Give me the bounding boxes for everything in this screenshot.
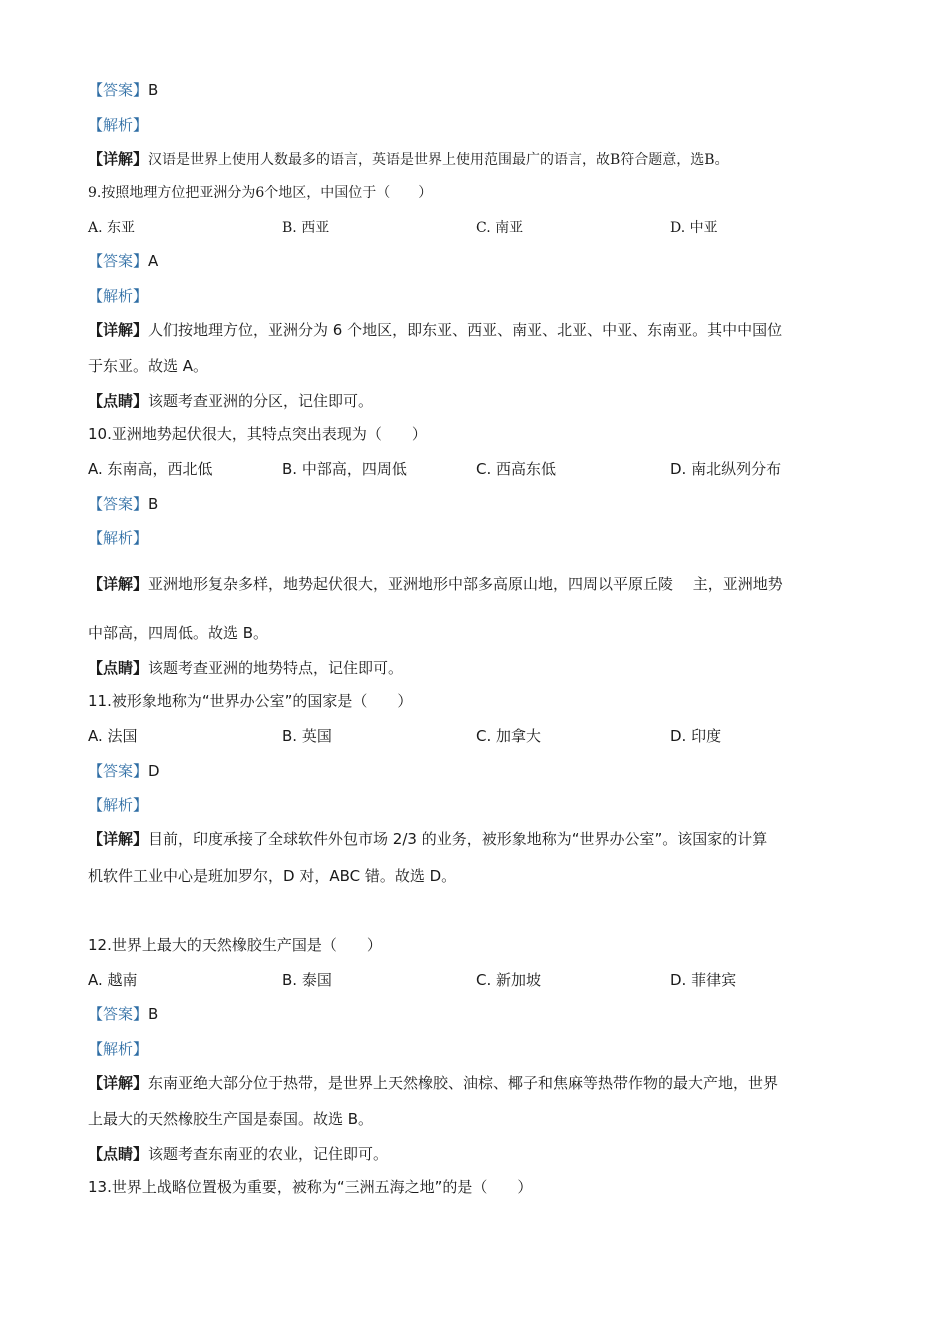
q10-stem: 10.亚洲地势起伏很大，其特点突出表现为（ ） [88, 425, 427, 443]
q10-detail-1: 亚洲地形复杂多样，地势起伏很大，亚洲地形中部多高原山地，四周以平原丘陵 主，亚洲地势 [148, 575, 783, 593]
point-tag: 【点睛】 [88, 659, 149, 677]
q11-answer: D [148, 762, 160, 780]
q12-detail-1: 东南亚绝大部分位于热带，是世界上天然橡胶、油棕、椰子和焦麻等热带作物的最大产地，世界 [148, 1074, 779, 1092]
answer-tag: 【答案】 [88, 762, 149, 780]
q9-option-a: A. 东亚 [88, 220, 136, 236]
q12-detail-line-1 [88, 1073, 778, 1093]
q10-option-d: D. 南北纵列分布 [670, 460, 782, 478]
q9-detail-line-2: 于东亚。故选 A。 [88, 357, 209, 375]
q8-answer-line [88, 80, 158, 100]
q11-detail-1: 目前，印度承接了全球软件外包市场 2/3 的业务，被形象地称为“世界办公室”。该国家的计算 [148, 830, 768, 848]
q12-answer: B [148, 1005, 159, 1023]
q12-stem: 12.世界上最大的天然橡胶生产国是（ ） [88, 936, 382, 954]
q12-option-a: A. 越南 [88, 971, 138, 989]
q10-option-c: C. 西高东低 [476, 460, 557, 478]
q12-point: 该题考查东南亚的农业，记住即可。 [148, 1145, 389, 1163]
analysis-tag: 【解析】 [88, 796, 149, 814]
analysis-tag: 【解析】 [88, 287, 149, 305]
q8-detail-line [88, 149, 729, 170]
detail-tag: 【详解】 [88, 830, 149, 848]
q13-stem: 13.世界上战略位置极为重要，被称为“三洲五海之地”的是（ ） [88, 1178, 533, 1196]
q9-stem: 9.按照地理方位把亚洲分为6个地区，中国位于（ ） [88, 185, 433, 201]
q9-analysis-line [88, 286, 148, 306]
q10-detail-line-1 [88, 574, 783, 594]
q10-detail-line-2: 中部高，四周低。故选 B。 [88, 624, 269, 642]
q9-answer: A [148, 252, 159, 270]
q10-point-line [88, 658, 403, 678]
q11-answer-line [88, 761, 160, 781]
q12-option-c: C. 新加坡 [476, 971, 542, 989]
q9-point: 该题考查亚洲的分区，记住即可。 [148, 392, 374, 410]
q10-analysis-line [88, 528, 148, 548]
q9-detail-line-1 [88, 320, 782, 340]
q11-detail-line-1 [88, 829, 767, 849]
detail-tag: 【详解】 [88, 575, 149, 593]
q12-analysis-line [88, 1039, 148, 1059]
q11-option-b: B. 英国 [282, 727, 332, 745]
q10-answer: B [148, 495, 159, 513]
q11-stem: 11.被形象地称为“世界办公室”的国家是（ ） [88, 692, 413, 710]
q9-point-line [88, 391, 373, 411]
point-tag: 【点睛】 [88, 1145, 149, 1163]
q12-detail-line-2: 上最大的天然橡胶生产国是泰国。故选 B。 [88, 1110, 374, 1128]
q9-answer-line [88, 251, 158, 271]
answer-tag: 【答案】 [88, 81, 149, 99]
detail-tag: 【详解】 [88, 150, 149, 168]
q11-option-d: D. 印度 [670, 727, 722, 745]
q12-point-line [88, 1144, 388, 1164]
q8-answer: B [148, 81, 159, 99]
detail-tag: 【详解】 [88, 1074, 149, 1092]
q11-analysis-line [88, 795, 148, 815]
q8-analysis-line [88, 115, 148, 135]
q9-detail-1: 人们按地理方位，亚洲分为 6 个地区，即东亚、西亚、南亚、北亚、中亚、东南亚。其中中国位 [148, 321, 783, 339]
point-tag: 【点睛】 [88, 392, 149, 410]
q12-option-b: B. 泰国 [282, 971, 332, 989]
detail-tag: 【详解】 [88, 321, 149, 339]
analysis-tag: 【解析】 [88, 529, 149, 547]
q9-option-d: D. 中亚 [670, 220, 718, 236]
q9-option-b: B. 西亚 [282, 220, 330, 236]
answer-tag: 【答案】 [88, 495, 149, 513]
q11-option-c: C. 加拿大 [476, 727, 542, 745]
answer-tag: 【答案】 [88, 1005, 149, 1023]
q9-option-c: C. 南亚 [476, 220, 524, 236]
q12-answer-line [88, 1004, 158, 1024]
q12-option-d: D. 菲律宾 [670, 971, 737, 989]
q11-detail-line-2: 机软件工业中心是班加罗尔，D 对，ABC 错。故选 D。 [88, 867, 457, 885]
q10-option-b: B. 中部高，四周低 [282, 460, 407, 478]
q10-point: 该题考查亚洲的地势特点，记住即可。 [148, 659, 404, 677]
q10-option-a: A. 东南高，西北低 [88, 460, 213, 478]
analysis-tag: 【解析】 [88, 1040, 149, 1058]
answer-tag: 【答案】 [88, 252, 149, 270]
q8-detail: 汉语是世界上使用人数最多的语言，英语是世界上使用范围最广的语言，故B符合题意，选B。 [148, 152, 729, 168]
analysis-tag: 【解析】 [88, 116, 149, 134]
q11-option-a: A. 法国 [88, 727, 138, 745]
q10-answer-line [88, 494, 158, 514]
